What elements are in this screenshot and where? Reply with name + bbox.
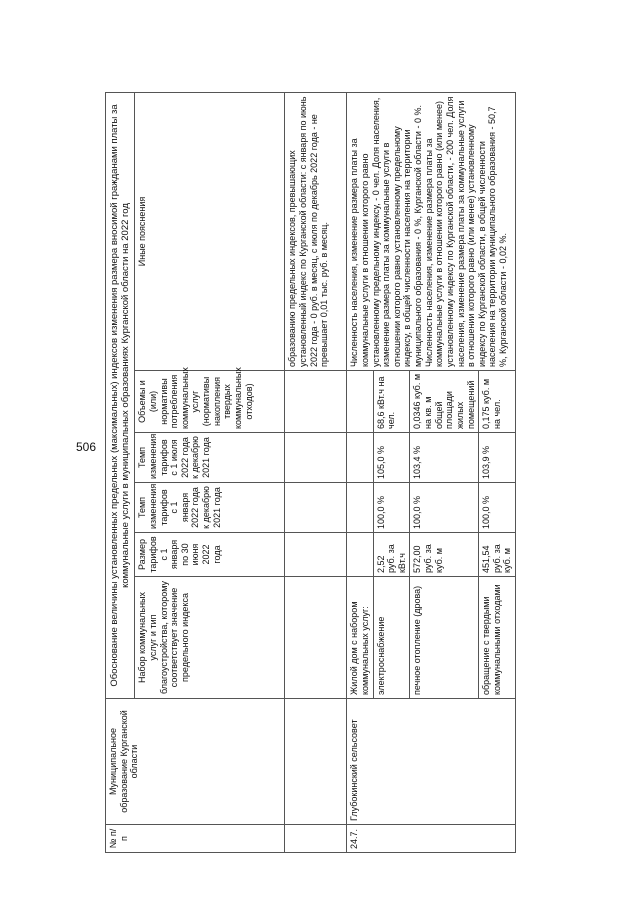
service-rate-jan: 100,0 %: [373, 483, 410, 533]
table-row: [285, 92, 347, 852]
header-set: Набор коммунальных услуг и тип благоустройства, которому соответствует значение предельного индекса: [135, 577, 285, 699]
rotated-table-container: [105, 93, 625, 853]
service-volume: 0,175 куб. м на чел.: [479, 371, 516, 433]
table-caption: Обоснование величины установленных предельных (максимальных) индексов изменения размера вносимой гражданами платы за коммунальные услуги в муниципальных образованиях Курганской области на 2022 год: [106, 92, 135, 698]
table-row: [347, 92, 373, 852]
service-set-title: Жилой дом с набором коммунальных услуг:: [347, 577, 373, 699]
service-tariff: 451,54 руб. за куб. м: [479, 533, 516, 577]
continuation-note: образованию предельных индексов, превышающих установленный индекс по Курганской области: с января по июнь 2022 года - 0 руб. в месяц, с июля по декабрь 2022 года - не превышает 0,01 тыс. руб. в месяц.: [285, 92, 347, 370]
row-municipality: Глубокинский сельсовет: [347, 699, 516, 825]
service-name: обращение с твердыми коммунальными отходами: [479, 577, 516, 699]
service-rate-jul: 103,4 %: [410, 433, 479, 483]
service-name: электроснабжение: [373, 577, 410, 699]
header-volume: Объемы и (или) нормативы потребления коммунальных услуг (нормативы накопления твердых коммунальных отходов): [135, 371, 285, 433]
header-rate-jul: Темп изменения тарифов с 1 июля 2022 года к декабрю 2021 года: [135, 433, 285, 483]
header-num: № п/п: [106, 825, 285, 853]
service-rate-jan: 100,0 %: [479, 483, 516, 533]
header-notes: Иные пояснения: [135, 92, 285, 370]
service-volume: 68,6 кВт.ч на чел.: [373, 371, 410, 433]
service-rate-jan: 100,0 %: [410, 483, 479, 533]
header-municipality: Муниципальное образование Курганской области: [106, 699, 285, 825]
service-rate-jul: 105,0 %: [373, 433, 410, 483]
header-tariff: Размер тарифов с 1 января по 30 июня 2022 года: [135, 533, 285, 577]
row-num: 24.7.: [347, 825, 516, 853]
service-name: печное отопление (дрова): [410, 577, 479, 699]
service-rate-jul: 103,9 %: [479, 433, 516, 483]
service-tariff: 572,00 руб. за куб. м: [410, 533, 479, 577]
row-notes: Численность населения, изменение размера платы за коммунальные услуги в отношении которого равно установленному предельному индексу, - 0 чел. Доля населения, изменение размера платы за коммунальные услуги в отношении которого равно установленному предельному индексу, в общей численности населения на территории муниципального образования - 0 %, Курганской области - 0 %. Численность населения, изменение размера платы за коммунальные услуги в отношении которого равно (или менее) установленному индексу по Курганской области, - 200 чел. Доля населения, изменение размера платы за коммунальные услуги в отношении которого равно (или менее) установленному индексу по Курганской области, в общей численности населения на территории муниципального образования - 50,7 %, Курганской области - 0,02 %.: [347, 92, 516, 370]
page-number: 506: [76, 440, 97, 454]
service-volume: 0,0346 куб. м на кв. м общей площади жилых помещений: [410, 371, 479, 433]
service-tariff: 2,52 руб. за кВт.ч: [373, 533, 410, 577]
header-rate-jan: Темп изменения тарифов с 1 января 2022 года к декабрю 2021 года: [135, 483, 285, 533]
tariff-index-table: [105, 92, 516, 853]
